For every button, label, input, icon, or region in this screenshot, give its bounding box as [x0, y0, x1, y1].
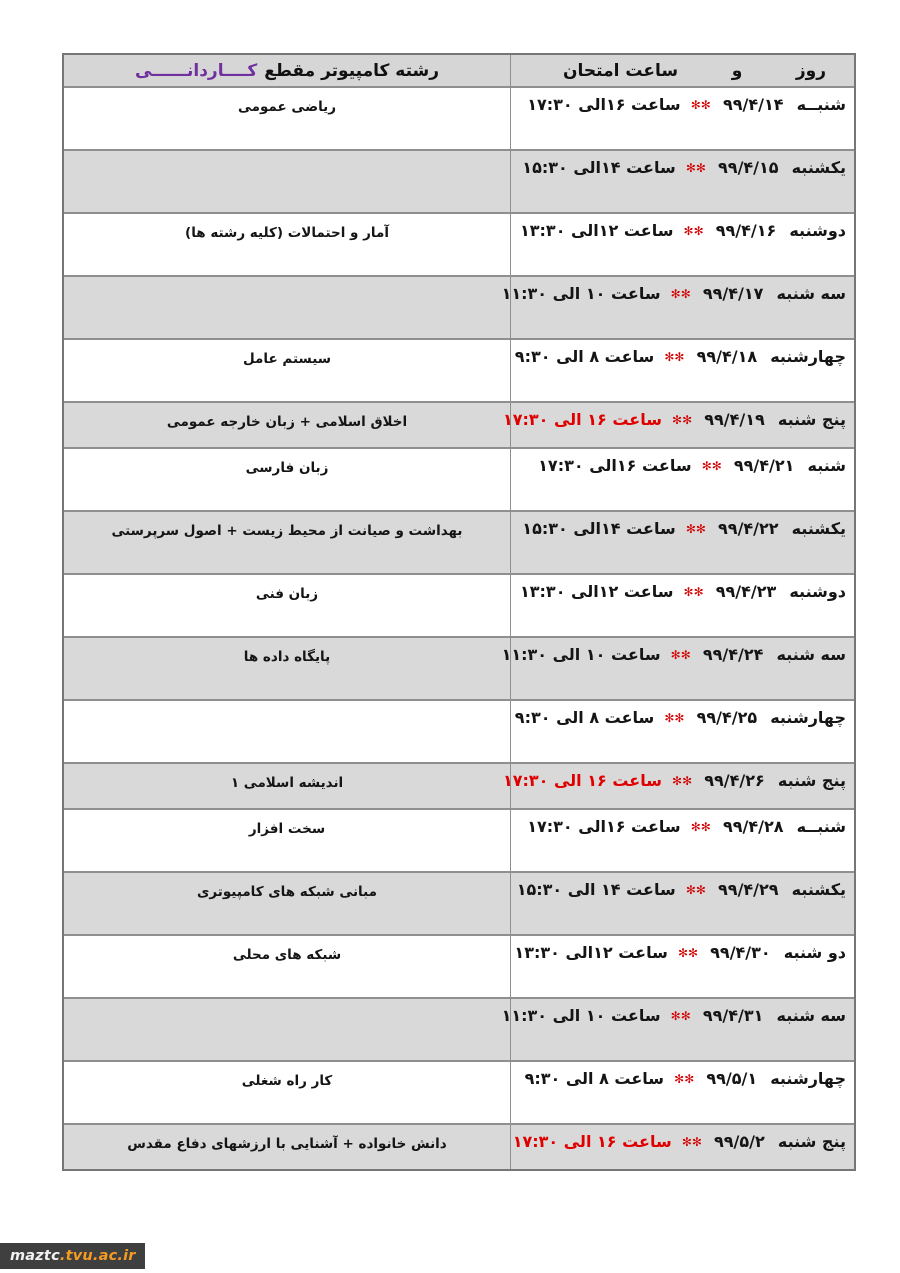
table-header-row — [64, 55, 854, 86]
subject-cell — [64, 873, 510, 934]
header-degree-label: کــــاردانــــــی — [134, 60, 258, 81]
exam-date: ۹۹/۴/۲۵ — [696, 708, 758, 727]
asterisks-icon: ✻✻ — [664, 711, 685, 725]
exam-date: ۹۹/۴/۱۶ — [715, 221, 777, 240]
asterisks-icon: ✻✻ — [683, 585, 704, 599]
subject-cell — [64, 1125, 510, 1169]
subject-cell — [64, 449, 510, 510]
asterisks-icon: ✻✻ — [685, 883, 706, 897]
exam-time: ساعت ۱۶ الی ۱۷:۳۰ — [502, 410, 662, 429]
day-time-cell — [510, 214, 854, 275]
exam-time: ساعت ۱۴الی ۱۵:۳۰ — [522, 519, 676, 538]
exam-date: ۹۹/۴/۲۴ — [702, 645, 764, 664]
day-name: چهارشنبه — [770, 1069, 846, 1088]
watermark-site-name: maztc — [10, 1248, 60, 1264]
exam-time: ساعت ۱۶ الی ۱۷:۳۰ — [512, 1132, 672, 1151]
day-time-cell — [501, 999, 854, 1060]
watermark-site-domain: .tvu.ac.ir — [59, 1248, 136, 1264]
exam-time: ساعت ۸ الی ۹:۳۰ — [524, 1069, 665, 1088]
exam-date: ۹۹/۴/۳۰ — [710, 943, 771, 962]
subject-name: مبانی شبکه های کامپیوتری — [197, 884, 377, 900]
exam-date: ۹۹/۵/۲ — [714, 1132, 765, 1151]
subject-cell — [64, 764, 510, 808]
table-row — [64, 1123, 854, 1169]
day-name: یکشنبه — [791, 880, 846, 899]
exam-date: ۹۹/۴/۱۸ — [696, 347, 758, 366]
asterisks-icon: ✻✻ — [683, 224, 704, 238]
day-name: سه شنبه — [776, 645, 846, 664]
day-time-cell — [502, 403, 854, 447]
subject-cell — [64, 638, 510, 699]
subject-cell — [64, 512, 510, 573]
subject-name: دانش خانواده + آشنایی با ارزشهای دفاع مقدس — [127, 1136, 447, 1152]
subject-cell — [64, 340, 510, 401]
header-day-label: روز — [795, 60, 826, 81]
exam-time: ساعت ۱۲الی ۱۳:۳۰ — [520, 582, 674, 601]
subject-name: پایگاه داده ها — [243, 649, 331, 665]
day-time-cell — [510, 449, 854, 510]
subject-cell — [64, 277, 510, 338]
subject-name: زبان فنی — [255, 586, 319, 602]
day-name: سه شنبه — [776, 1006, 846, 1025]
exam-time: ساعت ۱۶الی ۱۷:۳۰ — [538, 456, 692, 475]
exam-date: ۹۹/۴/۲۹ — [718, 880, 779, 899]
exam-time: ساعت ۸ الی ۹:۳۰ — [514, 708, 655, 727]
asterisks-icon: ✻✻ — [670, 648, 691, 662]
exam-time: ساعت ۱۰ الی ۱۱:۳۰ — [501, 1006, 661, 1025]
exam-time: ساعت ۱۶ الی ۱۷:۳۰ — [502, 771, 662, 790]
day-name: پنج شنبه — [777, 410, 846, 429]
exam-date: ۹۹/۴/۱۹ — [704, 410, 765, 429]
subject-cell — [64, 701, 510, 762]
exam-date: ۹۹/۴/۲۱ — [733, 456, 795, 475]
table-row — [64, 401, 854, 447]
day-time-cell — [510, 88, 854, 149]
site-watermark — [0, 1243, 145, 1269]
table-row — [64, 934, 854, 997]
day-name: چهارشنبه — [770, 708, 846, 727]
day-name: دوشنبه — [789, 582, 846, 601]
exam-time: ساعت ۱۲الی ۱۳:۳۰ — [514, 943, 668, 962]
header-day-time-cell — [510, 55, 854, 86]
header-and-label: و — [731, 60, 743, 81]
exam-date: ۹۹/۴/۱۵ — [718, 158, 779, 177]
day-name: پنج شنبه — [777, 1132, 846, 1151]
day-name: سه شنبه — [776, 284, 846, 303]
header-exam-hour-label: ساعت امتحان — [563, 60, 679, 81]
subject-cell — [64, 214, 510, 275]
subject-name: سیستم عامل — [242, 351, 332, 367]
exam-schedule-table — [62, 53, 856, 1171]
asterisks-icon: ✻✻ — [677, 946, 699, 960]
subject-name: اخلاق اسلامی + زبان خارجه عمومی — [166, 414, 408, 430]
day-time-cell — [501, 638, 854, 699]
table-body — [64, 86, 854, 1169]
table-row — [64, 1060, 854, 1123]
exam-date: ۹۹/۴/۲۲ — [718, 519, 779, 538]
exam-time: ساعت ۱۴الی ۱۵:۳۰ — [522, 158, 676, 177]
exam-date: ۹۹/۴/۳۱ — [702, 1006, 764, 1025]
subject-cell — [64, 936, 510, 997]
subject-name: اندیشه اسلامی ۱ — [230, 775, 344, 791]
day-name: دو شنبه — [783, 943, 846, 962]
day-name: پنج شنبه — [777, 771, 846, 790]
table-row — [64, 699, 854, 762]
asterisks-icon: ✻✻ — [672, 413, 693, 427]
exam-date: ۹۹/۴/۲۳ — [715, 582, 777, 601]
table-row — [64, 997, 854, 1060]
table-row — [64, 510, 854, 573]
table-row — [64, 447, 854, 510]
exam-date: ۹۹/۴/۲۸ — [722, 817, 784, 836]
subject-name: ریاضی عمومی — [237, 99, 337, 115]
asterisks-icon: ✻✻ — [664, 350, 685, 364]
exam-date: ۹۹/۵/۱ — [706, 1069, 758, 1088]
asterisks-icon: ✻✻ — [672, 774, 693, 788]
day-time-cell — [510, 873, 854, 934]
table-row — [64, 808, 854, 871]
table-row — [64, 338, 854, 401]
exam-date: ۹۹/۴/۱۴ — [722, 95, 784, 114]
header-program-label: رشته کامپیوتر مقطع — [264, 60, 440, 81]
subject-name: زبان فارسی — [245, 460, 329, 476]
day-name: شنبــه — [796, 95, 846, 114]
exam-date: ۹۹/۴/۱۷ — [702, 284, 764, 303]
subject-cell — [64, 575, 510, 636]
exam-time: ساعت ۱۶الی ۱۷:۳۰ — [527, 95, 681, 114]
day-time-cell — [510, 340, 854, 401]
day-name: دوشنبه — [789, 221, 846, 240]
exam-time: ساعت ۸ الی ۹:۳۰ — [514, 347, 655, 366]
day-time-cell — [510, 575, 854, 636]
day-time-cell — [510, 1062, 854, 1123]
subject-name: بهداشت و صیانت از محیط زیست + اصول سرپرستی — [111, 523, 463, 539]
table-row — [64, 149, 854, 212]
exam-time: ساعت ۱۰ الی ۱۱:۳۰ — [501, 645, 661, 664]
asterisks-icon: ✻✻ — [670, 287, 691, 301]
subject-name: آمار و احتمالات (کلیه رشته ها) — [185, 225, 389, 241]
subject-cell — [64, 151, 510, 212]
day-time-cell — [510, 512, 854, 573]
table-row — [64, 212, 854, 275]
day-name: یکشنبه — [791, 158, 846, 177]
exam-time: ساعت ۱۴ الی ۱۵:۳۰ — [516, 880, 676, 899]
asterisks-icon: ✻✻ — [674, 1072, 695, 1086]
exam-time: ساعت ۱۰ الی ۱۱:۳۰ — [501, 284, 661, 303]
header-program-cell — [64, 55, 510, 86]
asterisks-icon: ✻✻ — [701, 459, 722, 473]
table-row — [64, 871, 854, 934]
subject-cell — [64, 1062, 510, 1123]
day-time-cell — [510, 1125, 854, 1169]
day-name: شنبه — [807, 456, 846, 475]
asterisks-icon: ✻✻ — [690, 820, 711, 834]
day-time-cell — [510, 936, 854, 997]
day-name: چهارشنبه — [770, 347, 846, 366]
subject-cell — [64, 403, 510, 447]
subject-cell — [64, 810, 510, 871]
table-row — [64, 86, 854, 149]
subject-cell — [64, 999, 510, 1060]
subject-name: کار راه شغلی — [241, 1073, 333, 1089]
exam-time: ساعت ۱۲الی ۱۳:۳۰ — [520, 221, 674, 240]
day-name: یکشنبه — [791, 519, 846, 538]
asterisks-icon: ✻✻ — [670, 1009, 691, 1023]
day-time-cell — [510, 810, 854, 871]
day-time-cell — [510, 151, 854, 212]
table-row — [64, 762, 854, 808]
subject-name: شبکه های محلی — [232, 947, 342, 963]
asterisks-icon: ✻✻ — [685, 522, 706, 536]
table-row — [64, 636, 854, 699]
day-time-cell — [501, 277, 854, 338]
subject-cell — [64, 88, 510, 149]
day-name: شنبــه — [796, 817, 846, 836]
day-time-cell — [502, 764, 854, 808]
subject-name: سخت افزار — [248, 821, 326, 837]
asterisks-icon: ✻✻ — [681, 1135, 702, 1149]
table-row — [64, 275, 854, 338]
asterisks-icon: ✻✻ — [690, 98, 711, 112]
asterisks-icon: ✻✻ — [685, 161, 706, 175]
exam-date: ۹۹/۴/۲۶ — [704, 771, 765, 790]
table-row — [64, 573, 854, 636]
day-time-cell — [510, 701, 854, 762]
exam-time: ساعت ۱۶الی ۱۷:۳۰ — [527, 817, 681, 836]
